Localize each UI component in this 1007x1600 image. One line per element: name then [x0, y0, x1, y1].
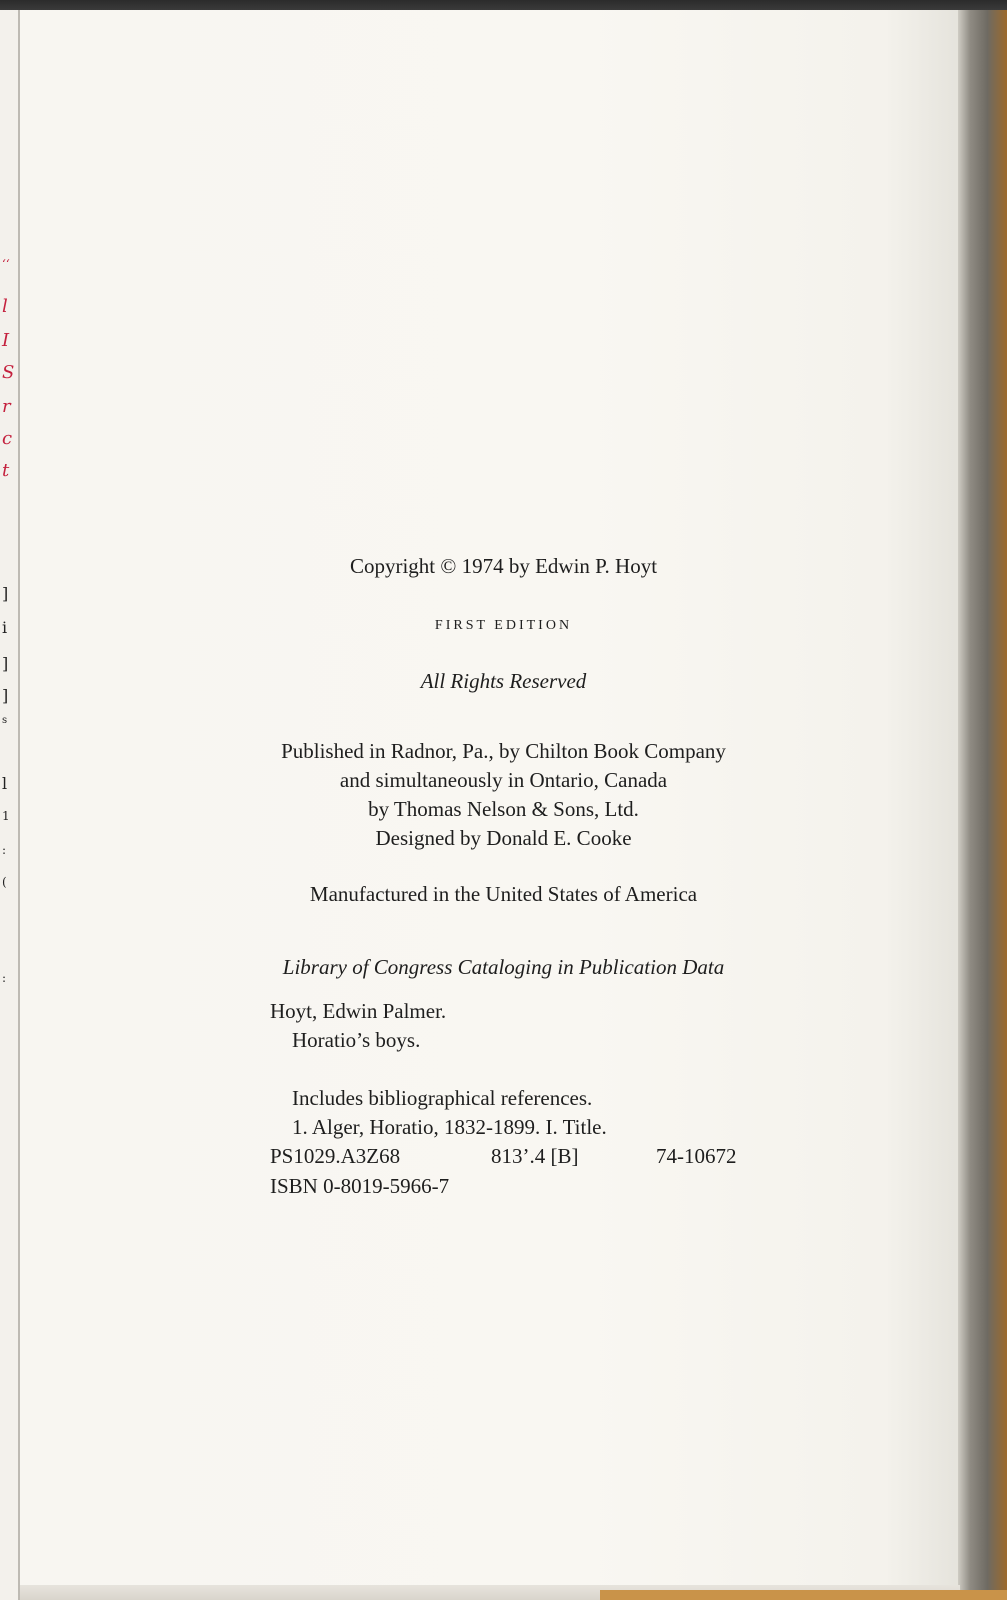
cip-title: Horatio’s boys.: [292, 1028, 421, 1052]
manufactured-line: Manufactured in the United States of America: [309, 882, 698, 906]
cip-heading: Library of Congress Cataloging in Publication Data: [282, 955, 725, 979]
facing-page-fragment: (: [2, 875, 7, 889]
rights-line: All Rights Reserved: [420, 669, 587, 693]
facing-page-fragment: :: [2, 843, 7, 857]
cip-subjects: 1. Alger, Horatio, 1832-1899. I. Title.: [292, 1115, 607, 1139]
facing-page-fragment: c: [2, 428, 13, 449]
facing-page-fragment: ]: [2, 686, 9, 705]
cip-lccn: 74-10672: [656, 1144, 737, 1168]
facing-page-fragment: l: [2, 774, 8, 793]
designer-line: Designed by Donald E. Cooke: [375, 826, 632, 850]
facing-page-fragment: ]: [2, 584, 9, 603]
facing-page-fragment: r: [2, 396, 11, 417]
book-cover-edge: [600, 1590, 1007, 1600]
facing-page-fragment: I: [2, 330, 10, 351]
publisher-line: by Thomas Nelson & Sons, Ltd.: [368, 797, 639, 821]
facing-page-fragment: l: [2, 296, 8, 317]
cip-classification-row: [0, 1142, 1007, 1170]
facing-page-fragment: t: [2, 460, 10, 481]
edition-line: FIRST EDITION: [434, 618, 573, 633]
facing-page-fragment: ‘‘: [2, 257, 10, 271]
publisher-line: and simultaneously in Ontario, Canada: [339, 768, 668, 792]
facing-page-fragment: :: [2, 971, 7, 985]
facing-page-fragment: i: [2, 618, 8, 637]
cip-author: Hoyt, Edwin Palmer.: [270, 999, 447, 1023]
facing-page-fragment: ]: [2, 654, 9, 673]
facing-page-fragment: s: [2, 715, 8, 726]
copyright-line: Copyright © 1974 by Edwin P. Hoyt: [349, 554, 658, 578]
cip-dewey: 813’.4 [B]: [491, 1144, 579, 1168]
cip-call-number: PS1029.A3Z68: [270, 1144, 401, 1168]
publisher-line: Published in Radnor, Pa., by Chilton Book Company: [281, 739, 726, 763]
cip-note: Includes bibliographical references.: [292, 1086, 593, 1110]
facing-page-fragment: S: [2, 362, 15, 383]
scan-top-edge: [0, 0, 1007, 10]
facing-page-fragment: 1: [2, 809, 10, 823]
cip-isbn: ISBN 0-8019-5966-7: [270, 1174, 450, 1198]
